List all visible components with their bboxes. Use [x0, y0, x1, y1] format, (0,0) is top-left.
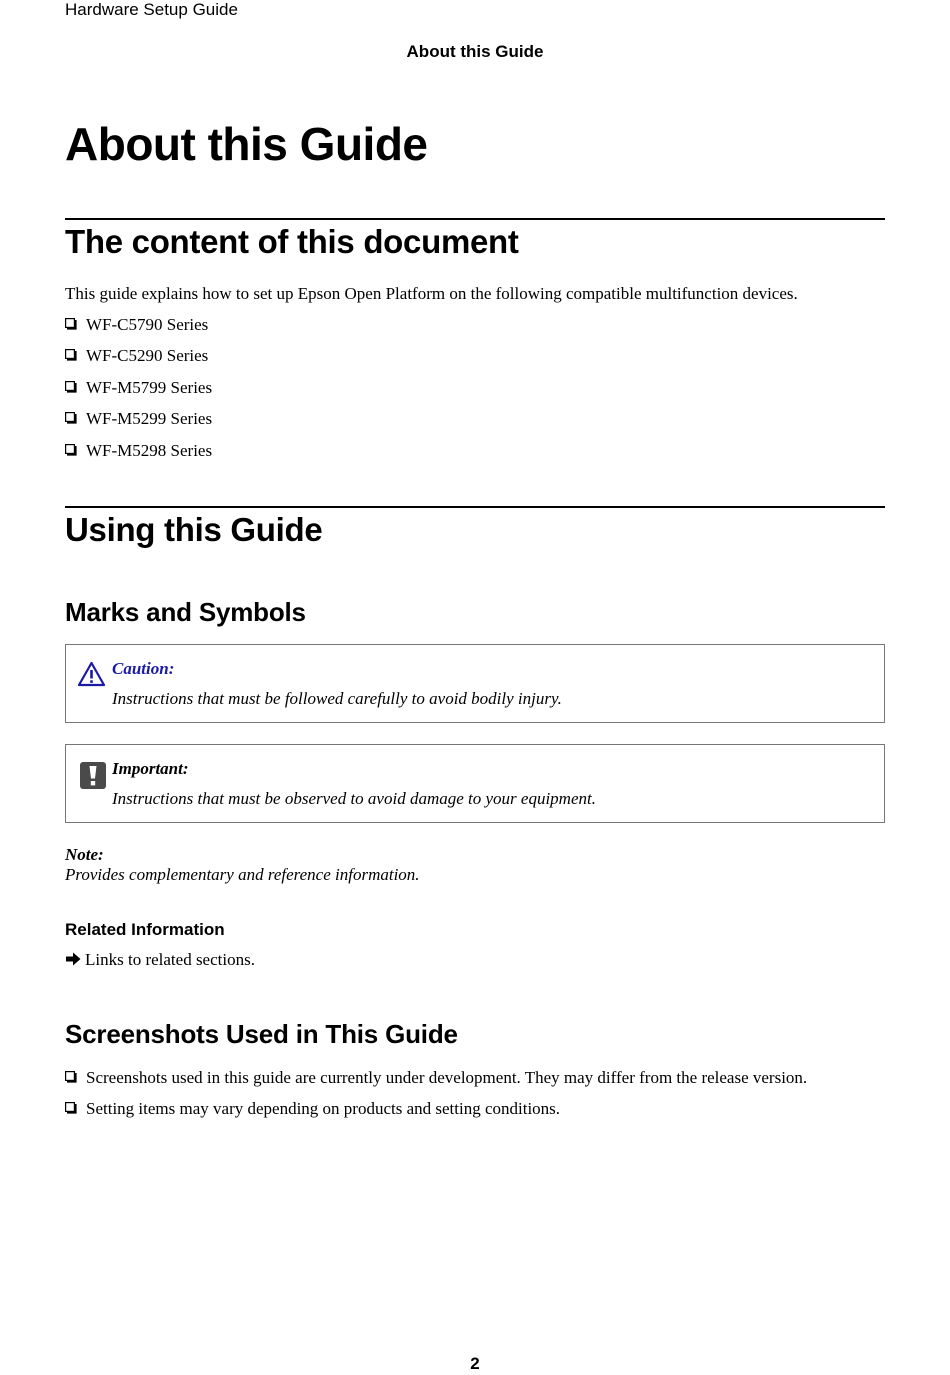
- related-link[interactable]: [65, 949, 255, 971]
- important-title: Important:: [112, 759, 189, 778]
- list-item: [65, 345, 212, 367]
- device-list: [65, 314, 212, 471]
- checkbox-bullet-icon: [65, 349, 77, 361]
- related-link-text[interactable]: Links to related sections.: [85, 950, 255, 969]
- page-number: 2: [470, 1354, 480, 1373]
- list-item: [65, 1098, 807, 1120]
- checkbox-bullet-icon: [65, 318, 77, 330]
- exclamation-icon: [80, 762, 106, 789]
- screenshots-heading: Screenshots Used in This Guide: [65, 1019, 458, 1049]
- caution-title: Caution:: [112, 659, 175, 678]
- arrow-right-icon: [65, 952, 81, 966]
- related-information-title: Related Information: [65, 920, 225, 939]
- caution-text: Instructions that must be followed carefully to avoid bodily injury.: [112, 689, 562, 708]
- important-box: [65, 744, 885, 823]
- list-item: [65, 408, 212, 430]
- section-rule: [65, 506, 885, 508]
- running-title: About this Guide: [406, 42, 544, 61]
- checkbox-bullet-icon: [65, 381, 77, 393]
- list-item: [65, 377, 212, 399]
- caution-box: [65, 644, 885, 723]
- screenshots-list: [65, 1067, 807, 1130]
- list-item: [65, 440, 212, 462]
- device-name: WF-C5790 Series: [86, 315, 209, 334]
- marks-heading: Marks and Symbols: [65, 597, 306, 627]
- section-rule: [65, 218, 885, 220]
- note-text: Provides complementary and reference information.: [65, 865, 420, 884]
- using-section-heading: Using this Guide: [65, 511, 323, 548]
- device-name: WF-M5299 Series: [86, 409, 213, 429]
- list-item: [65, 314, 212, 336]
- checkbox-bullet-icon: [65, 1071, 77, 1083]
- device-name: WF-M5298 Series: [86, 440, 213, 460]
- device-name: WF-M5799 Series: [86, 377, 213, 397]
- checkbox-bullet-icon: [65, 444, 77, 456]
- content-section-heading: The content of this document: [65, 223, 519, 260]
- document-title: Hardware Setup Guide: [65, 0, 238, 19]
- note-label: Note:: [65, 845, 104, 864]
- checkbox-bullet-icon: [65, 1102, 77, 1114]
- important-text: Instructions that must be observed to avoid damage to your equipment.: [112, 789, 596, 808]
- chapter-title: About this Guide: [65, 118, 428, 170]
- list-item: [65, 1067, 807, 1089]
- caution-triangle-icon: [77, 661, 106, 687]
- content-intro: This guide explains how to set up Epson Open Platform on the following compatible multifunction devices.: [65, 284, 798, 303]
- checkbox-bullet-icon: [65, 412, 77, 424]
- screenshots-note: Screenshots used in this guide are currently under development. They may differ from the release version.: [86, 1068, 808, 1087]
- device-name: WF-C5290 Series: [86, 346, 209, 366]
- screenshots-note: Setting items may vary depending on products and setting conditions.: [86, 1099, 561, 1119]
